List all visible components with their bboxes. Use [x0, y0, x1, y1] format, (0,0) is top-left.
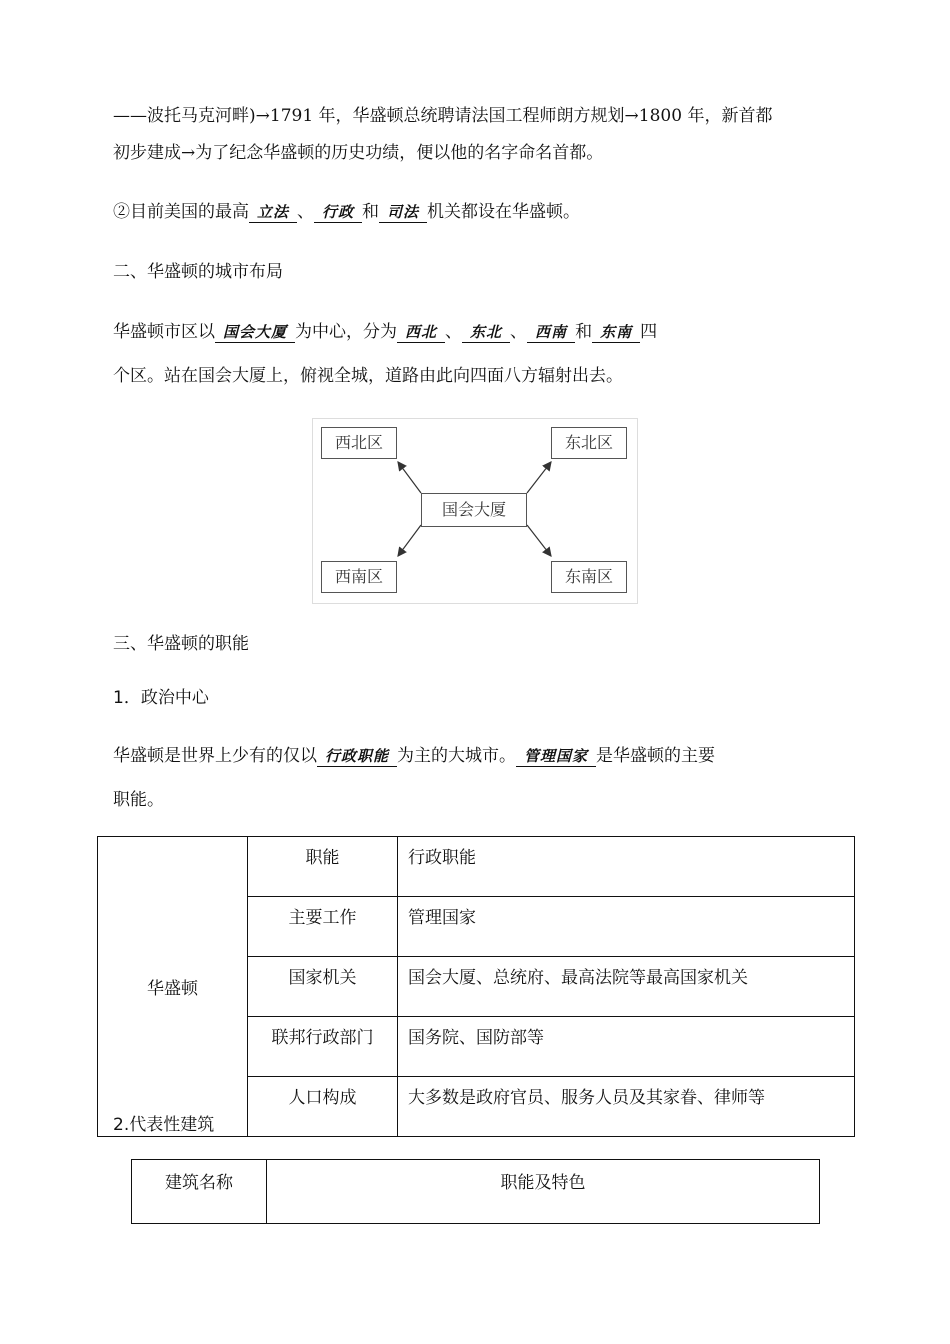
- box-southwest: 西南区: [321, 561, 397, 593]
- table-label: 人口构成: [248, 1077, 398, 1137]
- arrow-ne: [527, 462, 551, 493]
- answer-blank: 西南: [527, 322, 575, 343]
- answer-blank: 西北: [397, 322, 445, 343]
- paragraph-line: 初步建成→为了纪念华盛顿的历史功绩，便以他的名字命名首都。: [113, 143, 604, 163]
- text: 为主的大城市。: [397, 746, 517, 766]
- section-heading: 二、华盛顿的城市布局: [113, 262, 283, 282]
- box-northeast: 东北区: [551, 427, 627, 459]
- text: 和: [575, 322, 593, 342]
- text: 、: [297, 202, 315, 222]
- answer-blank: 管理国家: [516, 746, 596, 767]
- text: 、: [510, 322, 528, 342]
- table-value: 国务院、国防部等: [398, 1017, 855, 1077]
- paragraph-line: 个区。站在国会大厦上，俯视全城，道路由此向四面八方辐射出去。: [113, 366, 623, 386]
- answer-blank: 司法: [379, 202, 427, 223]
- answer-blank: 东北: [462, 322, 510, 343]
- answer-blank: 国会大厦: [215, 322, 295, 343]
- paragraph-layout: [113, 320, 657, 344]
- answer-blank: 行政职能: [317, 746, 397, 767]
- column-header: 建筑名称: [132, 1160, 267, 1224]
- answer-blank: 立法: [249, 202, 297, 223]
- table-value: 大多数是政府官员、服务人员及其家眷、律师等: [398, 1077, 855, 1137]
- text: 华盛顿市区以: [113, 322, 215, 342]
- paragraph-function: [113, 744, 715, 768]
- arrow-se: [527, 525, 551, 556]
- column-header: 职能及特色: [267, 1160, 820, 1224]
- arrow-nw: [398, 462, 421, 493]
- city-layout-diagram: [312, 418, 638, 604]
- row-header: 华盛顿: [98, 837, 248, 1137]
- section-heading: 三、华盛顿的职能: [113, 634, 249, 654]
- text: 为中心，分为: [295, 322, 398, 342]
- arrow-sw: [398, 525, 421, 556]
- text: ②目前美国的最高: [113, 202, 249, 222]
- answer-blank: 行政: [314, 202, 362, 223]
- box-northwest: 西北区: [321, 427, 397, 459]
- buildings-table: [131, 1159, 820, 1224]
- text: 是华盛顿的主要: [596, 746, 716, 766]
- table-label: 联邦行政部门: [248, 1017, 398, 1077]
- table-row: [98, 837, 855, 897]
- paragraph-line: ——波托马克河畔)→1791 年，华盛顿总统聘请法国工程师朗方规划→1800 年，新首都: [113, 106, 773, 126]
- table-label: 国家机关: [248, 957, 398, 1017]
- text: 、: [445, 322, 463, 342]
- table-value: 行政职能: [398, 837, 855, 897]
- table-label: 主要工作: [248, 897, 398, 957]
- table-value: 国会大厦、总统府、最高法院等最高国家机关: [398, 957, 855, 1017]
- washington-function-table: [97, 836, 855, 1137]
- table-header-row: [132, 1160, 820, 1224]
- box-capitol: 国会大厦: [421, 493, 527, 527]
- subsection-heading: 1．政治中心: [113, 688, 209, 708]
- text: 四: [640, 322, 658, 342]
- table-value: 管理国家: [398, 897, 855, 957]
- text: 华盛顿是世界上少有的仅以: [113, 746, 317, 766]
- paragraph-line: 职能。: [113, 790, 164, 810]
- table-label: 职能: [248, 837, 398, 897]
- text: 机关都设在华盛顿。: [427, 202, 581, 222]
- paragraph-organs: [113, 200, 580, 224]
- box-southeast: 东南区: [551, 561, 627, 593]
- text: 和: [362, 202, 380, 222]
- answer-blank: 东南: [592, 322, 640, 343]
- subsection-heading: 2.代表性建筑: [113, 1115, 215, 1135]
